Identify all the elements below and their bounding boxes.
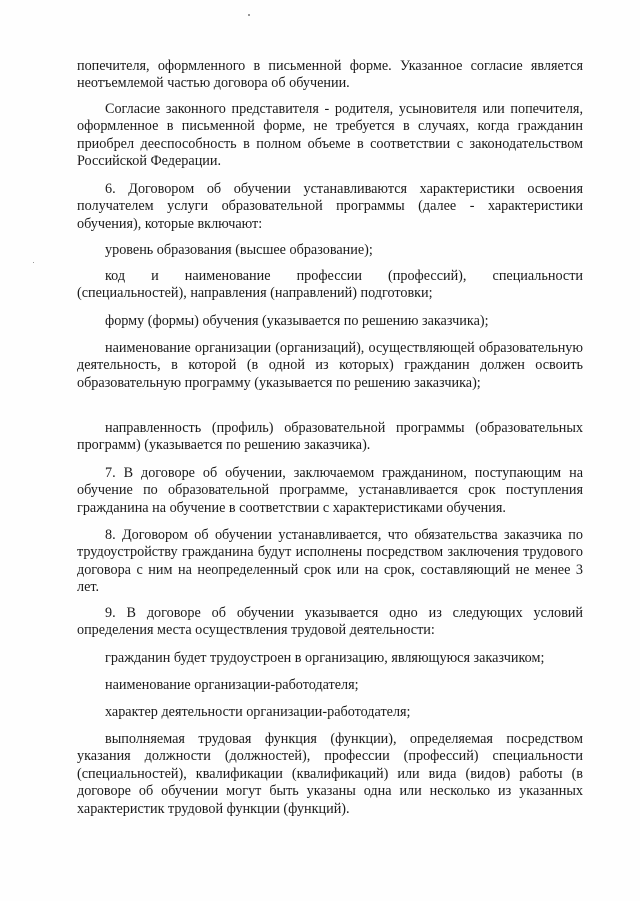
paragraph-item-8: 8. Договором об обучении устанавливается, что обязательства заказчика по трудоустройству гражданина будут исполнены посредством заключения трудового договора с ним на неопределенный срок или на срок, составляющий не менее 3 лет.	[77, 527, 583, 596]
paragraph-study-form: форму (формы) обучения (указывается по решению заказчика);	[105, 313, 489, 329]
paragraph-education-level: уровень образования (высшее образование);	[105, 242, 373, 258]
paragraph-consent-not-required: Согласие законного представителя - родителя, усыновителя или попечителя, оформленное в письменной форме, не требуется в случаях, когда гражданин приобрел дееспособность в полном объеме в соответствии с законодательством Российской Федерации.	[77, 101, 583, 170]
paragraph-labor-function: выполняемая трудовая функция (функции), определяемая посредством указания должности (должностей), профессии (профессий) специальности (специальностей), квалификации (квалификаций) или вида (видов) работы (в договоре об обучении могут быть указаны одна или несколько из указанных характеристик трудовой функции (функций).	[77, 731, 583, 817]
paragraph-employer-activity: характер деятельности организации-работодателя;	[105, 704, 411, 720]
paragraph-item-7: 7. В договоре об обучении, заключаемом гражданином, поступающим на обучение по образовательной программе, устанавливается срок поступления гражданина на обучение в соответствии с характеристиками обучения.	[77, 465, 583, 516]
paragraph-item-9: 9. В договоре об обучении указывается одно из следующих условий определения места осуществления трудовой деятельности:	[77, 605, 583, 639]
paragraph-employer-name: наименование организации-работодателя;	[105, 677, 359, 693]
paragraph-consent-continuation: попечителя, оформленного в письменной форме. Указанное согласие является неотъемлемой частью договора об обучении.	[77, 58, 583, 92]
paragraph-organization-name: наименование организации (организаций), осуществляющей образовательную деятельность, в которой (в одной из которых) гражданин должен освоить образовательную программу (указывается по решению заказчика);	[77, 340, 583, 391]
paragraph-employed-by-customer: гражданин будет трудоустроен в организацию, являющуюся заказчиком;	[105, 650, 545, 666]
paragraph-profession-code: код и наименование профессии (профессий), специальности (специальностей), направления (направлений) подготовки;	[77, 268, 583, 302]
paragraph-program-direction: направленность (профиль) образовательной программы (образовательных программ) (указывается по решению заказчика).	[77, 420, 583, 454]
paragraph-item-6: 6. Договором об обучении устанавливаются характеристики освоения получателем услуги образовательной программы (далее - характеристики обучения), которые включают:	[77, 181, 583, 232]
scan-speck	[33, 262, 34, 263]
scan-speck	[248, 14, 250, 16]
